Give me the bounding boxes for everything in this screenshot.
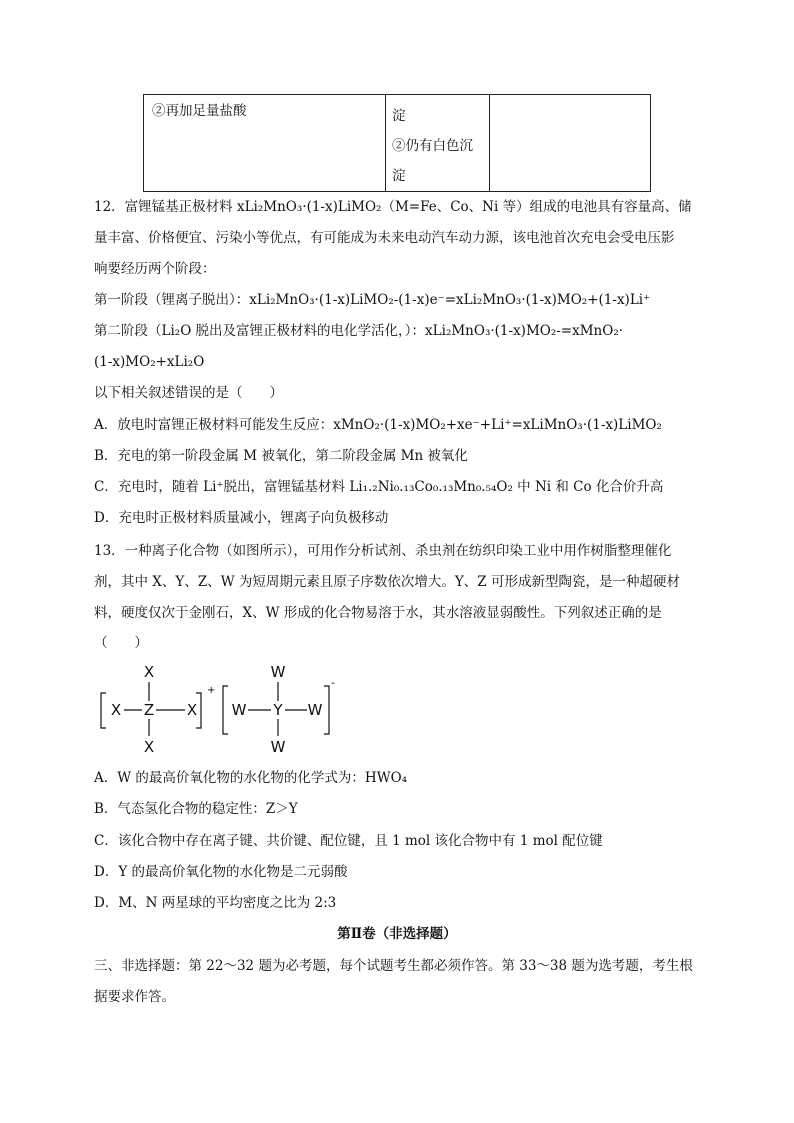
cation-bottom-atom: X bbox=[143, 738, 155, 756]
section-heading: 第Ⅱ卷（非选择题） bbox=[337, 926, 457, 942]
q13-stem-line: （ ） bbox=[94, 635, 148, 651]
cation-top-atom: X bbox=[143, 663, 155, 681]
section-instruction: 据要求作答。 bbox=[94, 989, 175, 1005]
cation-right-atom: X bbox=[186, 701, 198, 719]
q13-option-b: B．气态氢化合物的稳定性：Z＞Y bbox=[94, 801, 298, 817]
anion-top-atom: W bbox=[270, 663, 286, 681]
cation-left-atom: X bbox=[110, 701, 122, 719]
q13-stem-line: 13．一种离子化合物（如图所示），可用作分析试剂、杀虫剂在纺织印染工业中用作树脂整理催化 bbox=[94, 543, 672, 559]
anion-bottom-atom: W bbox=[270, 738, 286, 756]
anion-center-atom: Y bbox=[273, 701, 283, 719]
table-cell-observation bbox=[386, 95, 490, 192]
left-bracket bbox=[223, 686, 228, 734]
q13-option-d: D．Y 的最高价氧化物的水化物是二元弱酸 bbox=[94, 864, 348, 880]
section-instruction: 三、非选择题：第 22～32 题为必考题，每个试题考生都必须作答。第 33～38 题为选考题，考生根 bbox=[94, 958, 693, 974]
experiment-table bbox=[143, 94, 651, 192]
q12-stage1: 第一阶段（锂离子脱出）：xLi₂MnO₃·(1-x)LiMO₂-(1-x)e⁻=xLi₂MnO₃·(1-x)MO₂+(1-x)Li⁺ bbox=[94, 292, 651, 308]
q13-stem-line: 料，硬度仅次于金刚石，X、W 形成的化合物易溶于水，其水溶液显弱酸性。下列叙述正确的是 bbox=[94, 605, 662, 621]
table-cell-operation bbox=[144, 95, 386, 192]
observation-line: 淀 bbox=[392, 108, 406, 124]
left-bracket bbox=[101, 693, 106, 728]
table-cell-conclusion bbox=[490, 95, 651, 192]
q12-stem-line: 12．富锂锰基正极材料 xLi₂MnO₃·(1-x)LiMO₂（M=Fe、Co、Ni 等）组成的电池具有容量高、储 bbox=[94, 199, 692, 215]
cation-center-atom: Z bbox=[143, 701, 155, 719]
anion-left-atom: W bbox=[231, 701, 247, 719]
q12-stem-line: 量丰富、价格便宜、污染小等优点，有可能成为未来电动汽车动力源，该电池首次充电会受电压影 bbox=[94, 230, 675, 246]
q12-option-a: A．放电时富锂正极材料可能发生反应：xMnO₂·(1-x)MO₂+xe⁻+Li⁺=xLiMnO₃·(1-x)LiMO₂ bbox=[94, 417, 662, 433]
q13-option-a: A．W 的最高价氧化物的水化物的化学式为：HWO₄ bbox=[94, 770, 408, 786]
right-bracket bbox=[324, 686, 329, 734]
q12-option-b: B．充电的第一阶段金属 M 被氧化，第二阶段金属 Mn 被氧化 bbox=[94, 448, 468, 464]
table-cell-text: ②再加足量盐酸 bbox=[152, 103, 247, 119]
q13-extra-option: D．M、N 两星球的平均密度之比为 2:3 bbox=[94, 895, 337, 911]
q12-question: 以下相关叙述错误的是（ ） bbox=[94, 385, 283, 401]
anion-charge: - bbox=[331, 676, 335, 689]
q12-option-c: C．充电时，随着 Li⁺脱出，富锂锰基材料 Li₁.₂Ni₀.₁₃Co₀.₁₃Mn₀.₅₄O₂ 中 Ni 和 Co 化合价升高 bbox=[94, 479, 664, 495]
q12-stage2-cont: (1-x)MO₂+xLi₂O bbox=[94, 354, 205, 370]
q12-stage2: 第二阶段（Li₂O 脱出及富锂正极材料的电化学活化，）：xLi₂MnO₃·(1-x)MO₂-=xMnO₂· bbox=[94, 323, 624, 339]
observation-line: 淀 bbox=[392, 168, 406, 184]
ionic-structure-diagram bbox=[96, 660, 356, 760]
q13-stem-line: 剂，其中 X、Y、Z、W 为短周期元素且原子序数依次增大。Y、Z 可形成新型陶瓷，是一种超硬材 bbox=[94, 574, 680, 590]
q12-stem-line: 响要经历两个阶段： bbox=[94, 261, 216, 277]
q12-option-d: D．充电时正极材料质量减小，锂离子向负极移动 bbox=[94, 510, 389, 526]
table-row bbox=[144, 95, 651, 192]
anion-right-atom: W bbox=[307, 701, 323, 719]
observation-line: ②仍有白色沉 bbox=[392, 138, 473, 154]
q13-option-c: C．该化合物中存在离子键、共价键、配位键，且 1 mol 该化合物中有 1 mol 配位键 bbox=[94, 833, 603, 849]
cation-charge: + bbox=[207, 685, 216, 696]
